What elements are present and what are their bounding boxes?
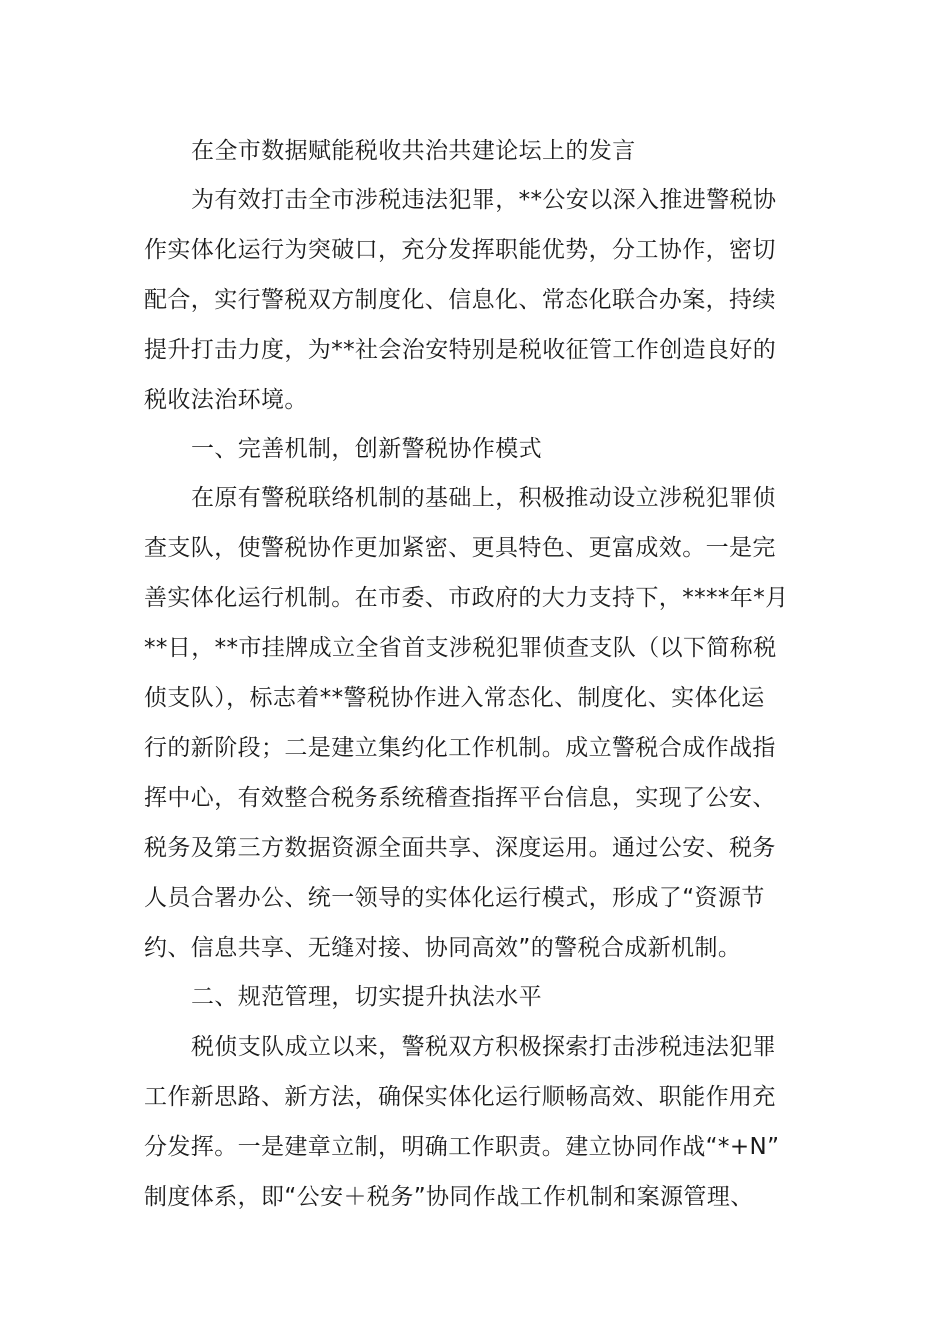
paragraph-line: 挥中心，有效整合税务系统稽查指挥平台信息，实现了公安、 <box>144 785 776 811</box>
document-title: 在全市数据赋能税收共治共建论坛上的发言 <box>191 138 636 164</box>
section-heading: 一、完善机制，创新警税协作模式 <box>191 436 542 462</box>
paragraph-line: 侦支队），标志着**警税协作进入常态化、制度化、实体化运 <box>144 685 765 711</box>
paragraph-line: 查支队，使警税协作更加紧密、更具特色、更富成效。一是完 <box>144 535 776 561</box>
paragraph-line: 分发挥。一是建章立制，明确工作职责。建立协同作战“*+N” <box>144 1134 780 1160</box>
paragraph-line: **日，**市挂牌成立全省首支涉税犯罪侦查支队（以下简称税 <box>144 635 777 661</box>
paragraph-line: 配合，实行警税双方制度化、信息化、常态化联合办案，持续 <box>144 287 776 313</box>
paragraph-line: 制度体系，即“公安＋税务”协同作战工作机制和案源管理、 <box>144 1184 754 1210</box>
paragraph-line: 行的新阶段；二是建立集约化工作机制。成立警税合成作战指 <box>144 735 776 761</box>
paragraph-line: 税收法治环境。 <box>144 387 308 413</box>
section-heading: 二、规范管理，切实提升执法水平 <box>191 984 542 1010</box>
paragraph-line: 作实体化运行为突破口，充分发挥职能优势，分工协作，密切 <box>144 237 776 263</box>
paragraph-line: 在原有警税联络机制的基础上，积极推动设立涉税犯罪侦 <box>191 485 776 511</box>
paragraph-line: 提升打击力度，为**社会治安特别是税收征管工作创造良好的 <box>144 337 777 363</box>
paragraph-line: 人员合署办公、统一领导的实体化运行模式，形成了“资源节 <box>144 885 765 911</box>
paragraph-line: 为有效打击全市涉税违法犯罪，**公安以深入推进警税协 <box>191 187 777 213</box>
paragraph-line: 工作新思路、新方法，确保实体化运行顺畅高效、职能作用充 <box>144 1084 776 1110</box>
paragraph-line: 约、信息共享、无缝对接、协同高效”的警税合成新机制。 <box>144 935 742 961</box>
paragraph-line: 善实体化运行机制。在市委、市政府的大力支持下，****年*月 <box>144 585 789 611</box>
paragraph-line: 税务及第三方数据资源全面共享、深度运用。通过公安、税务 <box>144 835 776 861</box>
paragraph-line: 税侦支队成立以来，警税双方积极探索打击涉税违法犯罪 <box>191 1034 776 1060</box>
